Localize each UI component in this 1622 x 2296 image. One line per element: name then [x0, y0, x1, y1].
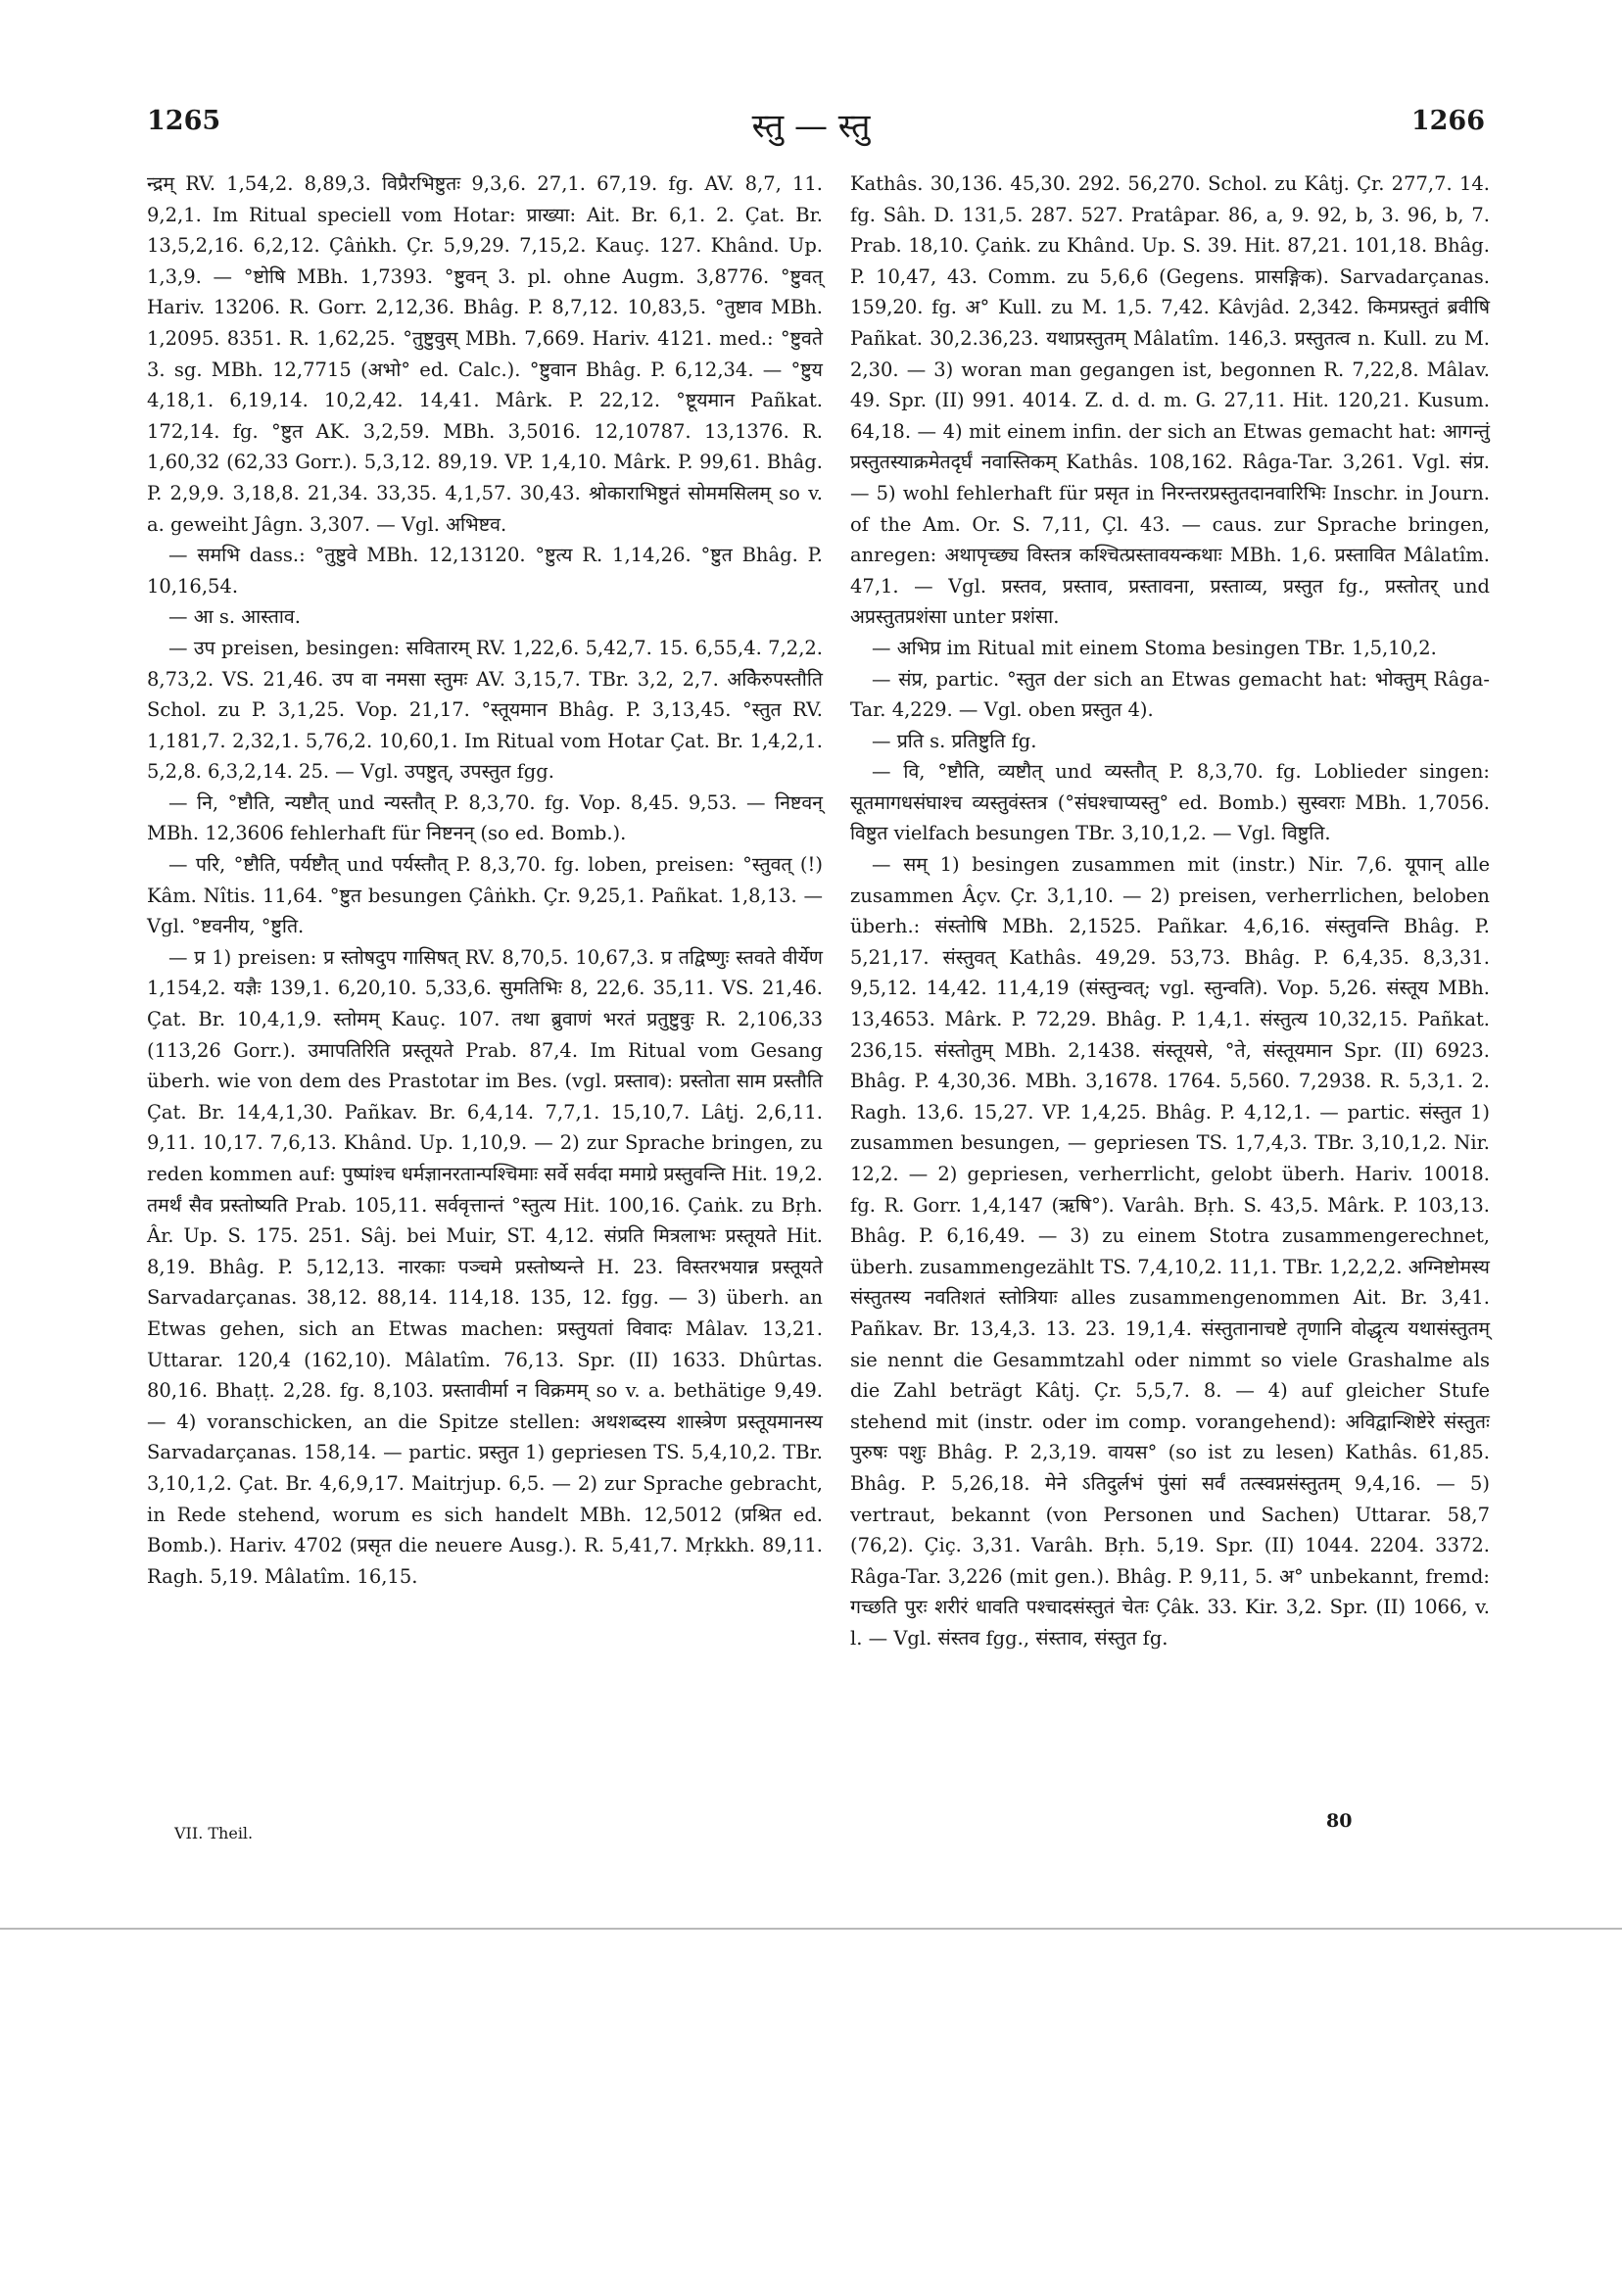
- entry-paragraph: — आ s. आस्ताव.: [168, 605, 301, 629]
- page-header: [0, 106, 1622, 155]
- volume-note: VII. Theil.: [174, 1824, 254, 1842]
- entry-paragraph: — प्र 1) preisen: प्र स्तोषदुप गासिषत् RV. 8,70,5. 10,67,3. प्र तद्विष्णुः स्तवते वीर्येण 1,154,2. यज्ञैः 139,1. 6,20,10. 5,33,6. सुमतिभिः 8, 22,6. 35,11. VS. 21,46. Çat. Br. 10,4,1,9. स्तोमम् Kauç. 107. तथा ब्रुवाणं भरतं प्रतुष्टुवुः R. 2,106,33 (113,26 Gorr.). उमापतिरिति प्रस्तूयते Prab. 87,4. Im Ritual vom Gesang überh. wie von dem des Prastotar im Bes. (vgl. प्रस्ताव): प्रस्तोता साम प्रस्तौति Çat. Br. 14,4,1,30. Pañkav. Br. 6,4,14. 7,7,1. 15,10,7. Lâṭj. 2,6,11. 9,11. 10,17. 7,6,13. Khând. Up. 1,10,9. — 2) zur Sprache bringen, zu reden kommen auf: पुष्पांश्च धर्मज्ञानरतान्पश्चिमाः सर्वे सर्वदा ममाग्रे प्रस्तुवन्ति Hit. 19,2. तमर्थं सैव प्रस्तोष्यति Prab. 105,11. सर्ववृत्तान्तं °स्तुत्य Hit. 100,16. Çaṅk. zu Bṛh. Âr. Up. S. 175. 251. Sâj. bei Muir, ST. 4,12. संप्रति मित्रलाभः प्रस्तूयते Hit. 8,19. Bhâg. P. 5,12,13. नारकाः पञ्चमे प्रस्तोष्यन्ते H. 23. विस्तरभयान्न प्रस्तूयते Sarvadarçanas. 38,12. 88,14. 114,18. 135, 12. fgg. — 3) überh. an Etwas gehen, sich an Etwas machen: प्रस्तुयतां विवादः Mâlav. 13,21. Uttarar. 120,4 (162,10). Mâlatîm. 76,13. Spr. (II) 1633. Dhûrtas. 80,16. Bhaṭṭ. 2,28. fg. 8,103. प्रस्तावीर्मा न विक्रमम् so v. a. bethätige 9,49. — 4) voranschicken, an die Spitze stellen: अथशब्दस्य शास्त्रेण प्रस्तूयमानस्य Sarvadarçanas. 158,14. — partic. प्रस्तुत 1) gepriesen TS. 5,4,10,2. TBr. 3,10,1,2. Çat. Br. 4,6,9,17. Maitrjup. 6,5. — 2) zur Sprache gebracht, in Rede stehend, worum es sich handelt MBh. 12,5012 (प्रश्रित ed. Bomb.). Hariv. 4702 (प्रसृत die neuere Ausg.). R. 5,41,7. Mṛkkh. 89,11. Ragh. 5,19. Mâlatîm. 16,15.: [147, 945, 823, 1588]
- entry-paragraph: Kathâs. 30,136. 45,30. 292. 56,270. Schol. zu Kâtj. Çr. 277,7. 14. fg. Sâh. D. 131,5. 287. 527. Pratâpar. 86, a, 9. 92, b, 3. 96, b, 7. Prab. 18,10. Çaṅk. zu Khând. Up. S. 39. Hit. 87,21. 101,18. Bhâg. P. 10,47, 43. Comm. zu 5,6,6 (Gegens. प्रासङ्गिक). Sarvadarçanas. 159,20. fg. अ° Kull. zu M. 1,5. 7,42. Kâvjâd. 2,342. किमप्रस्तुतं ब्रवीषि Pañkat. 30,2.36,23. यथाप्रस्तुतम् Mâlatîm. 146,3. प्रस्तुतत्व n. Kull. zu M. 2,30. — 3) woran man gegangen ist, begonnen R. 7,22,8. Mâlav. 49. Spr. (II) 991. 4014. Z. d. d. m. G. 27,11. Hit. 120,21. Kusum. 64,18. — 4) mit einem infin. der sich an Etwas gemacht hat: आगन्तुं प्रस्तुतस्याक्रमेतदृर्घं नवास्तिकम् Kathâs. 108,162. Râga-Tar. 3,261. Vgl. संप्र. — 5) wohl fehlerhaft für प्रसृत in निरन्तरप्रस्तुतदानवारिभिः Inschr. in Journ. of the Am. Or. S. 7,11, Çl. 43. — caus. zur Sprache bringen, anregen: अथापृच्छ्य विस्तत्र कश्चित्प्रस्तावयन्कथाः MBh. 1,6. प्रस्तावित Mâlatîm. 47,1. — Vgl. प्रस्तव, प्रस्ताव, प्रस्तावना, प्रस्ताव्य, प्रस्तुत fg., प्रस्तोतर् und अप्रस्तुतप्रशंसा unter प्रशंसा.: [850, 172, 1490, 629]
- scan-edge-rule: [0, 1928, 1622, 1930]
- entry-paragraph: — नि, °ष्टौति, न्यष्टौत् und न्यस्तौत् P. 8,3,70. fg. Vop. 8,45. 9,53. — निष्टवन् MBh. 12,3606 fehlerhaft für निष्टनन् (so ed. Bomb.).: [147, 790, 823, 845]
- entry-paragraph: — सम् 1) besingen zusammen mit (instr.) Nir. 7,6. यूपान् alle zusammen Âçv. Çr. 3,1,10. — 2) preisen, verherrlichen, beloben überh.: संस्तोषि MBh. 2,1525. Pañkar. 4,6,16. संस्तुवन्ति Bhâg. P. 5,21,17. संस्तुवत् Kathâs. 49,29. 53,73. Bhâg. P. 6,4,35. 8,3,31. 9,5,12. 14,42. 11,4,19 (संस्तुन्वत्; vgl. स्तुन्वति). Vop. 5,26. संस्तूय MBh. 13,4653. Mârk. P. 72,29. Bhâg. P. 1,4,1. संस्तुत्य 10,32,15. Pañkat. 236,15. संस्तोतुम् MBh. 2,1438. संस्तूयसे, °ते, संस्तूयमान Spr. (II) 6923. Bhâg. P. 4,30,36. MBh. 3,1678. 1764. 5,560. 7,2938. R. 5,3,1. 2. Ragh. 13,6. 15,27. VP. 1,4,25. Bhâg. P. 4,12,1. — partic. संस्तुत 1) zusammen besungen, — gepriesen TS. 1,7,4,3. TBr. 3,10,1,2. Nir. 12,2. — 2) gepriesen, verherrlicht, gelobt überh. Hariv. 10018. fg. R. Gorr. 1,4,147 (ऋषि°). Varâh. Bṛh. S. 43,5. Mârk. P. 103,13. Bhâg. P. 6,16,49. — 3) zu einem Stotra zusammengerechnet, überh. zusammengezählt TS. 7,4,10,2. 11,1. TBr. 1,2,2,2. अग्निष्टोमस्य संस्तुतस्य नवतिशतं स्तोत्रियाः alles zusammengenommen Ait. Br. 3,41. Pañkav. Br. 13,4,3. 13. 23. 19,1,4. संस्तुतानाचष्टे तृणानि वोद्धृत्य यथासंस्तुतम् sie nennt die Gesammtzahl oder nimmt so viele Grashalme als die Zahl beträgt Kâtj. Çr. 5,5,7. 8. — 4) auf gleicher Stufe stehend mit (instr. oder im comp. vorangehend): अविद्वान्शिष्टेरे संस्तुतः पुरुषः पशुः Bhâg. P. 2,3,19. वायस° (so ist zu lesen) Kathâs. 61,85. Bhâg. P. 5,26,18. मेने ऽतिदुर्लभं पुंसां सर्वं तत्स्वप्नसंस्तुतम् 9,4,16. — 5) vertraut, bekannt (von Personen und Sachen) Uttarar. 58,7 (76,2). Çiç. 3,31. Varâh. Bṛh. 5,19. Spr. (II) 1044. 2204. 3372. Râga-Tar. 3,226 (mit gen.). Bhâg. P. 9,11, 5. अ° unbekannt, fremd: गच्छति पुरः शरीरं धावति पश्चादसंस्तुतं चेतः Çâk. 33. Kir. 3,2. Spr. (II) 1066, v. l. — Vgl. संस्तव fgg., संस्ताव, संस्तुत fg.: [850, 853, 1490, 1650]
- entry-paragraph: — वि, °ष्टौति, व्यष्टौत् und व्यस्तौत् P. 8,3,70. fg. Loblieder singen: सूतमागधसंघाश्च व्यस्तुवंस्तत्र (°संघश्चाप्यस्तु° ed. Bomb.) सुस्वराः MBh. 1,7056. विष्टुत vielfach besungen TBr. 3,10,1,2. — Vgl. विष्टुति.: [850, 760, 1490, 845]
- entry-paragraph: — संप्र, partic. °स्तुत der sich an Etwas gemacht hat: भोक्तुम् Râga-Tar. 4,229. — Vgl. oben प्रस्तुत 4).: [850, 667, 1490, 722]
- right-page-number: 1266: [1410, 106, 1485, 136]
- sheet-number: 80: [1326, 1810, 1353, 1832]
- entry-paragraph: — उप preisen, besingen: सवितारम् RV. 1,22,6. 5,42,7. 15. 6,55,4. 7,2,2. 8,73,2. VS. 21,46. उप वा नमसा स्तुमः AV. 3,15,7. TBr. 3,2, 2,7. अकेिरुपस्तौति Schol. zu P. 3,1,25. Vop. 21,17. °स्तूयमान Bhâg. P. 3,13,45. °स्तुत RV. 1,181,7. 2,32,1. 5,76,2. 10,60,1. Im Ritual vom Hotar Çat. Br. 1,4,2,1. 5,2,8. 6,3,2,14. 25. — Vgl. उपष्टुत्, उपस्तुत fgg.: [147, 636, 823, 784]
- running-headword: स्तु — स्तु: [751, 107, 871, 146]
- entry-paragraph: — प्रति s. प्रतिष्टुति fg.: [872, 729, 1037, 752]
- entry-paragraph: — अभिप्र im Ritual mit einem Stoma besingen TBr. 1,5,10,2.: [872, 636, 1437, 659]
- right-column: [850, 168, 1490, 1654]
- left-column: [147, 168, 823, 1592]
- entry-paragraph: — समभि dass.: °तुष्टुवे MBh. 12,13120. °ष्टुत्य R. 1,14,26. °ष्टुत Bhâg. P. 10,16,54.: [147, 544, 823, 598]
- entry-paragraph: न्द्रम् RV. 1,54,2. 8,89,3. विप्रैरभिष्टुतः 9,3,6. 27,1. 67,19. fg. AV. 8,7, 11. 9,2,1. Im Ritual speciell vom Hotar: प्राख्या: Ait. Br. 6,1. 2. Çat. Br. 13,5,2,16. 6,2,12. Çâṅkh. Çr. 5,9,29. 7,15,2. Kauç. 127. Khând. Up. 1,3,9. — °ष्टोषि MBh. 1,7393. °ष्टुवन् 3. pl. ohne Augm. 3,8776. °ष्टुवत् Hariv. 13206. R. Gorr. 2,12,36. Bhâg. P. 8,7,12. 10,83,5. °तुष्टाव MBh. 1,2095. 8351. R. 1,62,25. °तुष्टुवुस् MBh. 7,669. Hariv. 4121. med.: °ष्टुवते 3. sg. MBh. 12,7715 (अभो° ed. Calc.). °ष्टुवान Bhâg. P. 6,12,34. — °ष्टुय 4,18,1. 6,19,14. 10,2,42. 14,41. Mârk. P. 22,12. °ष्टूयमान Pañkat. 172,14. fg. °ष्टुत AK. 3,2,59. MBh. 3,5016. 12,10787. 13,1376. R. 1,60,32 (62,33 Gorr.). 5,3,12. 89,19. VP. 1,4,10. Mârk. P. 99,61. Bhâg. P. 2,9,9. 3,18,8. 21,34. 33,35. 4,1,57. 30,43. श्रोकाराभिष्टुतं सोममसिलम् so v. a. geweiht Jâgn. 3,307. — Vgl. अभिष्टव.: [147, 172, 823, 536]
- entry-paragraph: — परि, °ष्टौति, पर्यष्टौत् und पर्यस्तौत् P. 8,3,70. fg. loben, preisen: °स्तुवत् (!) Kâm. Nîtis. 11,64. °ष्टुत besungen Çâṅkh. Çr. 9,25,1. Pañkat. 1,8,13. — Vgl. °ष्टवनीय, °ष्टुति.: [147, 853, 823, 938]
- left-page-number: 1265: [147, 106, 221, 136]
